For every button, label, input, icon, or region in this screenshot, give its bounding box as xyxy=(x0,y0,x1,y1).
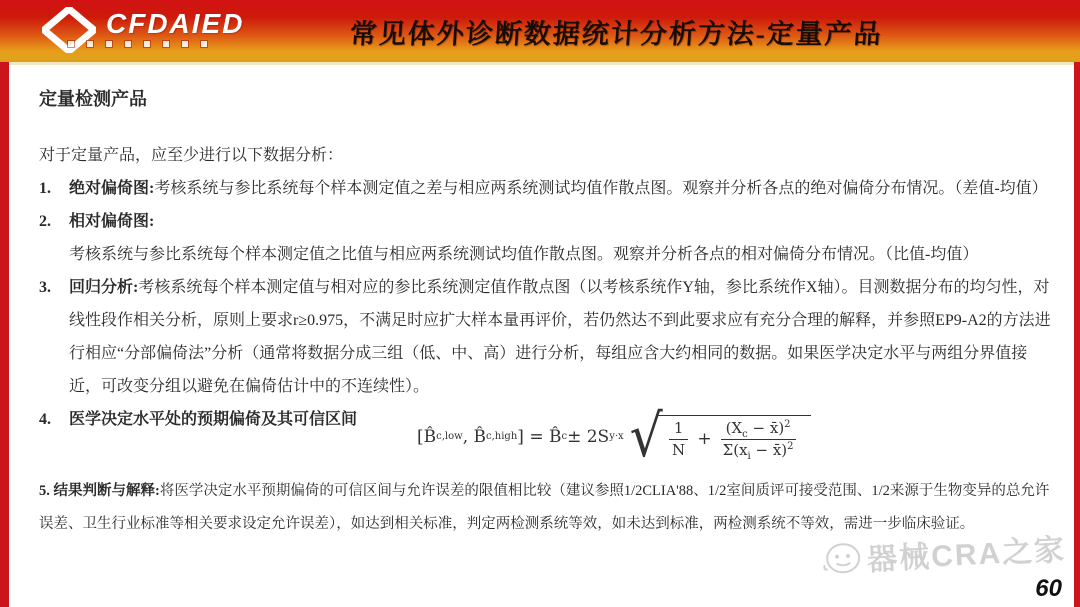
item-label: 相对偏倚图: xyxy=(69,213,155,230)
item-text: 将医学决定水平预期偏倚的可信区间与允许误差的限值相比较（建议参照1/2CLIA'88、1/2室间质评可接受范围、1/2来源于生物变异的总允许误差、卫生行业标准等相关要求设定允许误差），如达到相关标准，判定两检测系统等效，如未达到标准，两检测系统不等效，需进一步临床验证。 xyxy=(39,483,1050,532)
item-marker: 3. xyxy=(39,279,51,296)
frac-denominator: N xyxy=(672,440,686,459)
header-banner xyxy=(0,0,1080,65)
item-label: 结果判断与解释: xyxy=(53,483,160,499)
item-label: 绝对偏倚图: xyxy=(69,180,155,197)
formula-pm-term: ± 2S xyxy=(567,427,610,447)
formula-lhs: [B̂ xyxy=(417,427,437,447)
list-item-medical-decision xyxy=(39,403,1058,471)
logo-tagline-marks xyxy=(68,41,207,47)
logo-text: CFDAIED xyxy=(106,8,245,39)
slide-title: 常见体外诊断数据统计分析方法-定量产品 xyxy=(348,19,884,49)
item-text: 考核系统与参比系统每个样本测定值之比值与相应两系统测试均值作散点图。观察并分析各点的相对偏倚分布情况。（比值-均值） xyxy=(69,246,979,263)
formula-lhs: ] = B̂ xyxy=(517,427,562,447)
fraction-variance-term xyxy=(721,419,796,460)
radical-sign: √ xyxy=(629,403,663,471)
item-text: 考核系统与参比系统每个样本测定值之差与相应两系统测试均值作散点图。观察并分析各点的绝对偏倚分布情况。（差值-均值） xyxy=(154,180,1048,197)
page-number: 60 xyxy=(1035,575,1062,602)
confidence-interval-formula: [B̂ c,low , B̂ c,high ] = B̂ c ± 2S y·x √ $\frac{1}{N}$ + $\frac{(X_c - x̄)^2}{\Sigma(x_i - x̄)^2}$ xyxy=(417,409,811,465)
item-label: 回归分析: xyxy=(69,279,139,296)
item-marker: 4. xyxy=(39,411,51,428)
frac-denominator: $\Sigma(x_i$ − x̄)$^2$ xyxy=(722,440,794,462)
list-item-result-interpretation xyxy=(39,475,1058,541)
list-item-regression xyxy=(39,271,1058,403)
frac-numerator: 1 xyxy=(669,419,689,440)
item-text: 考核系统每个样本测定值与相对应的参比系统测定值作散点图（以考核系统作Y轴，参比系统作X轴）。目测数据分布的均匀性，对线性段作相关分析，原则上要求r≥0.975，不满足时应扩大样本量再评价，若仍然达不到此要求应有充分合理的解释，并参照EP9-A2的方法进行相应“分部偏倚法”分析（通常将数据分成三组（低、中、高）进行分析，每组应含大约相同的数据。如果医学决定水平与两组分界值接近，可改变分组以避免在偏倚估计中的不连续性）。 xyxy=(69,279,1051,395)
right-border xyxy=(1074,62,1080,607)
page-title: 定量检测产品 xyxy=(39,89,147,109)
left-border xyxy=(0,62,9,607)
list-item-absolute-bias xyxy=(39,172,1058,205)
list-item-relative-bias xyxy=(39,205,1058,271)
item-marker: 2. xyxy=(39,213,51,230)
watermark-text: 器械CRA之家 xyxy=(866,533,1067,577)
frac-numerator: ($X_c$ − x̄)$^2$ xyxy=(721,419,796,440)
item-marker: 5. xyxy=(39,483,50,499)
slide-content xyxy=(9,65,1074,607)
plus-operator: + xyxy=(697,429,712,449)
fraction-1-over-n xyxy=(669,419,689,460)
radicand xyxy=(656,415,811,460)
intro-text: 对于定量产品，应至少进行以下数据分析： xyxy=(39,147,344,164)
formula-lhs: , B̂ xyxy=(462,427,487,447)
item-marker: 1. xyxy=(39,180,51,197)
item-label: 医学决定水平处的预期偏倚及其可信区间 xyxy=(69,411,358,428)
